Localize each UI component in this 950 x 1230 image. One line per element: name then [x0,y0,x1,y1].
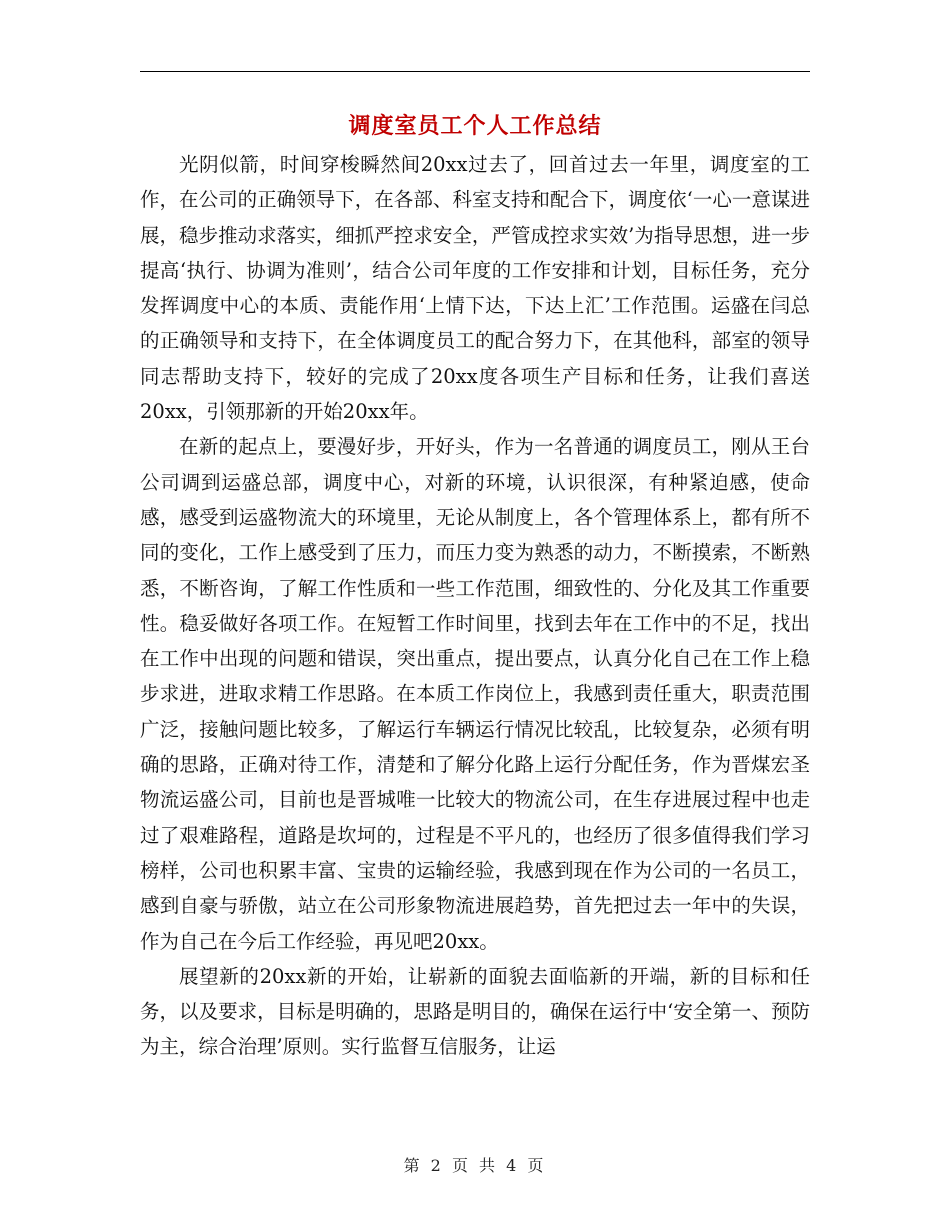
paragraph-3: 展望新的20xx新的开始，让崭新的面貌去面临新的开端，新的目标和任务，以及要求，目标是明确的，思路是明目的，确保在运行中‘安全第一、预防为主，综合治理’原则。实行监督互信服务，让运 [140,964,810,1059]
paragraph-2: 在新的起点上，要漫好步，开好头，作为一名普通的调度员工，刚从王台公司调到运盛总部，调度中心，对新的环境，认识很深，有种紧迫感，使命感，感受到运盛物流大的环境里，无论从制度上，各个管理体系上，都有所不同的变化，工作上感受到了压力，而压力变为熟悉的动力，不断摸索，不断熟悉，不断咨询，了解工作性质和一些工作范围，细致性的、分化及其工作重要性。稳妥做好各项工作。在短暂工作时间里，找到去年在工作中的不足，找出在工作中出现的问题和错误，突出重点，提出要点，认真分化自己在工作上稳步求进，进取求精工作思路。在本质工作岗位上，我感到责任重大，职责范围广泛，接触问题比较多，了解运行车辆运行情况比较乱，比较复杂，必须有明确的思路，正确对待工作，清楚和了解分化路上运行分配任务，作为晋煤宏圣物流运盛公司，目前也是晋城唯一比较大的物流公司，在生存进展过程中也走过了艰难路程，道路是坎坷的，过程是不平凡的，也经历了很多值得我们学习榜样，公司也积累丰富、宝贵的运输经验，我感到现在作为公司的一名员工，感到自豪与骄傲，站立在公司形象物流进展趋势，首先把过去一年中的失误，作为自己在今后工作经验，再见吧20xx。 [140,435,810,953]
document-body [140,147,810,1065]
document-title: 调度室员工个人工作总结 [348,113,602,139]
page-number: 第 2 页 共 4 页 [403,1156,547,1175]
paragraph-1: 光阴似箭，时间穿梭瞬然间20xx过去了，回首过去一年里，调度室的工作，在公司的正确领导下，在各部、科室支持和配合下，调度依‘一心一意谋进展，稳步推动求落实，细抓严控求安全，严管成控求实效’为指导思想，进一步提高‘执行、协调为准则’，结合公司年度的工作安排和计划，目标任务，充分发挥调度中心的本质、责能作用‘上情下达，下达上汇’工作范围。运盛在闫总的正确领导和支持下，在全体调度员工的配合努力下，在其他科，部室的领导同志帮助支持下，较好的完成了20xx度各项生产目标和任务，让我们喜送20xx，引领那新的开始20xx年。 [140,153,810,424]
header-rule [140,71,810,72]
